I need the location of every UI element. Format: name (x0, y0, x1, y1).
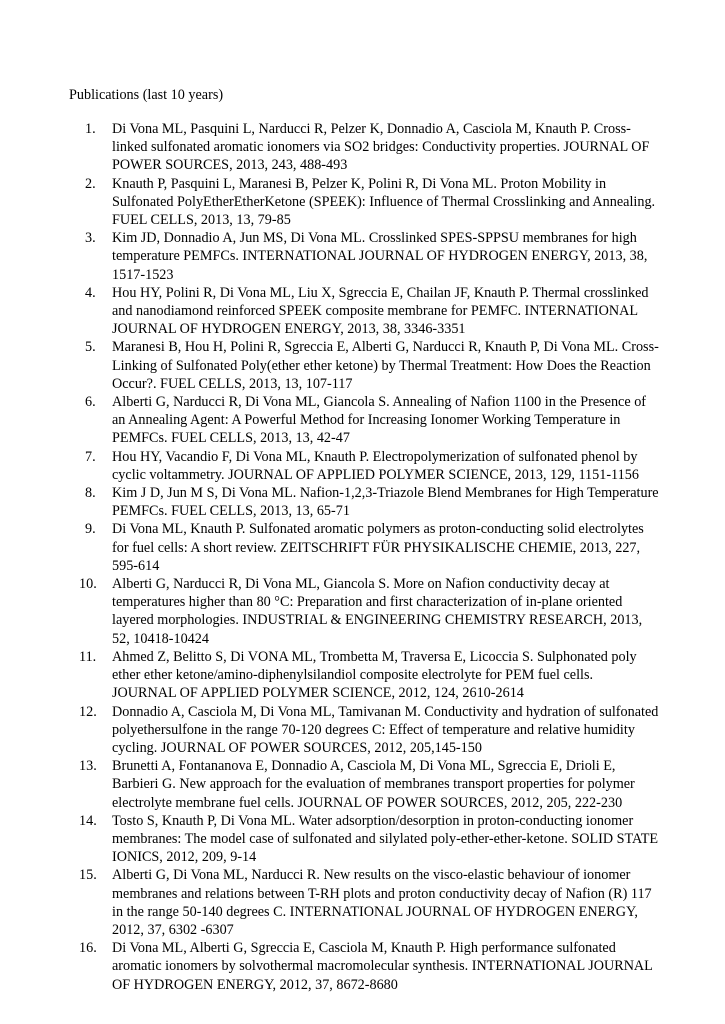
publication-citation: Alberti G, Di Vona ML, Narducci R. New results on the visco-elastic behaviour of ionomer membranes and relations between T-RH plots and proton conductivity decay of Nafion (R) 117 in the range 50-140 degrees C. INTERNATIONAL JOURNAL OF HYDROGEN ENERGY, 2012, 37, 6302 -6307 (112, 867, 652, 938)
publication-item (69, 175, 659, 230)
publication-item (69, 393, 659, 448)
publication-item (69, 866, 659, 939)
publication-number: 9. (85, 521, 96, 538)
publication-number: 3. (85, 230, 96, 247)
publication-number: 6. (85, 394, 96, 411)
publication-citation: Knauth P, Pasquini L, Maranesi B, Pelzer K, Polini R, Di Vona ML. Proton Mobility in Sulfonated PolyEtherEtherKetone (SPEEK): Influence of Thermal Crosslinking and Annealing. FUEL CELLS, 2013, 13, 79-85 (112, 175, 656, 229)
publication-citation: Tosto S, Knauth P, Di Vona ML. Water adsorption/desorption in proton-conducting ionomer membranes: The model case of sulfonated and silylated poly-ether-ether-ketone. SOLID STATE IONICS, 2012, 209, 9-14 (112, 812, 659, 866)
publication-citation: Brunetti A, Fontananova E, Donnadio A, Casciola M, Di Vona ML, Sgreccia E, Drioli E, Barbieri G. New approach for the evaluation of membranes transport properties for polymer electrolyte membrane fuel cells. JOURNAL OF POWER SOURCES, 2012, 205, 222-230 (112, 758, 635, 811)
publication-number: 5. (85, 339, 96, 356)
publication-number: 7. (85, 448, 96, 465)
publication-number: 1. (85, 121, 96, 137)
publication-number: 8. (85, 485, 96, 502)
publication-item (69, 939, 659, 994)
publication-number: 11. (79, 648, 97, 665)
publication-citation: Kim J D, Jun M S, Di Vona ML. Nafion-1,2,3-Triazole Blend Membranes for High Temperature PEMFCs. FUEL CELLS, 2013, 13, 65-71 (112, 485, 659, 520)
section-heading: Publications (last 10 years) (69, 87, 224, 103)
publication-number: 12. (79, 703, 97, 720)
publication-citation: Di Vona ML, Knauth P. Sulfonated aromatic polymers as proton-conducting solid electrolytes for fuel cells: A short review. ZEITSCHRIFT FÜR PHYSIKALISCHE CHEMIE, 2013, 227, 595-614 (112, 521, 644, 574)
publication-number: 14. (79, 812, 97, 829)
publication-citation: Alberti G, Narducci R, Di Vona ML, Giancola S. Annealing of Nafion 1100 in the Presence of an Annealing Agent: A Powerful Method for Increasing Ionomer Working Temperature in PEMFCs. FUEL CELLS, 2013, 13, 42-47 (112, 394, 647, 447)
publication-item (69, 703, 659, 758)
publication-item (69, 120, 659, 175)
publication-number: 16. (79, 940, 97, 957)
publication-citation: Ahmed Z, Belitto S, Di VONA ML, Trombetta M, Traversa E, Licoccia S. Sulphonated poly ether ether ketone/amino-diphenylsilandiol composite electrolyte for PEM fuel cells. JOURNAL OF APPLIED POLYMER SCIENCE, 2012, 124, 2610-2614 (112, 648, 637, 702)
publication-citation: Hou HY, Polini R, Di Vona ML, Liu X, Sgreccia E, Chailan JF, Knauth P. Thermal crosslinked and nanodiamond reinforced SPEEK composite membrane for PEMFC. INTERNATIONAL JOURNAL OF HYDROGEN ENERGY, 2013, 38, 3346-3351 (112, 284, 649, 338)
publication-item (69, 648, 659, 703)
publication-citation: Alberti G, Narducci R, Di Vona ML, Giancola S. More on Nafion conductivity decay at temperatures higher than 80 °C: Preparation and first characterization of in-plane oriented layered morphologies. INDUSTRIAL & ENGINEERING CHEMISTRY RESEARCH, 2013, 52, 10418-10424 (112, 576, 643, 647)
publication-item (69, 575, 659, 648)
publication-item (69, 757, 659, 812)
publication-number: 15. (79, 867, 97, 884)
publication-citation: Kim JD, Donnadio A, Jun MS, Di Vona ML. Crosslinked SPES-SPPSU membranes for high temperature PEMFCs. INTERNATIONAL JOURNAL OF HYDROGEN ENERGY, 2013, 38, 1517-1523 (112, 230, 648, 283)
publication-item (69, 520, 659, 575)
publication-item (69, 284, 659, 339)
publication-list (69, 120, 659, 994)
publication-item (69, 812, 659, 867)
publication-item (69, 484, 659, 520)
publication-citation: Maranesi B, Hou H, Polini R, Sgreccia E, Alberti G, Narducci R, Knauth P, Di Vona ML. Cross-Linking of Sulfonated Poly(ether ether ketone) by Thermal Treatment: How Does the Reaction Occur?. FUEL CELLS, 2013, 13, 107-117 (112, 339, 659, 392)
publication-number: 13. (79, 758, 97, 775)
publication-item (69, 229, 659, 284)
publication-citation: Di Vona ML, Alberti G, Sgreccia E, Casciola M, Knauth P. High performance sulfonated aromatic ionomers by solvothermal macromolecular synthesis. INTERNATIONAL JOURNAL OF HYDROGEN ENERGY, 2012, 37, 8672-8680 (112, 940, 653, 993)
publication-citation: Hou HY, Vacandio F, Di Vona ML, Knauth P. Electropolymerization of sulfonated phenol by cyclic voltammetry. JOURNAL OF APPLIED POLYMER SCIENCE, 2013, 129, 1151-1156 (112, 448, 639, 483)
publication-item (69, 448, 659, 484)
publication-number: 2. (85, 175, 96, 192)
publication-citation: Di Vona ML, Pasquini L, Narducci R, Pelzer K, Donnadio A, Casciola M, Knauth P. Cross-linked sulfonated aromatic ionomers via SO2 bridges: Conductivity properties. JOURNAL OF POWER SOURCES, 2013, 243, 488-493 (112, 121, 650, 174)
publication-number: 10. (79, 576, 97, 593)
publication-number: 4. (85, 284, 96, 301)
publication-citation: Donnadio A, Casciola M, Di Vona ML, Tamivanan M. Conductivity and hydration of sulfonated polyethersulfone in the range 70-120 degrees C: Effect of temperature and relative humidity cycling. JOURNAL OF POWER SOURCES, 2012, 205,145-150 (112, 703, 659, 756)
publication-item (69, 338, 659, 393)
